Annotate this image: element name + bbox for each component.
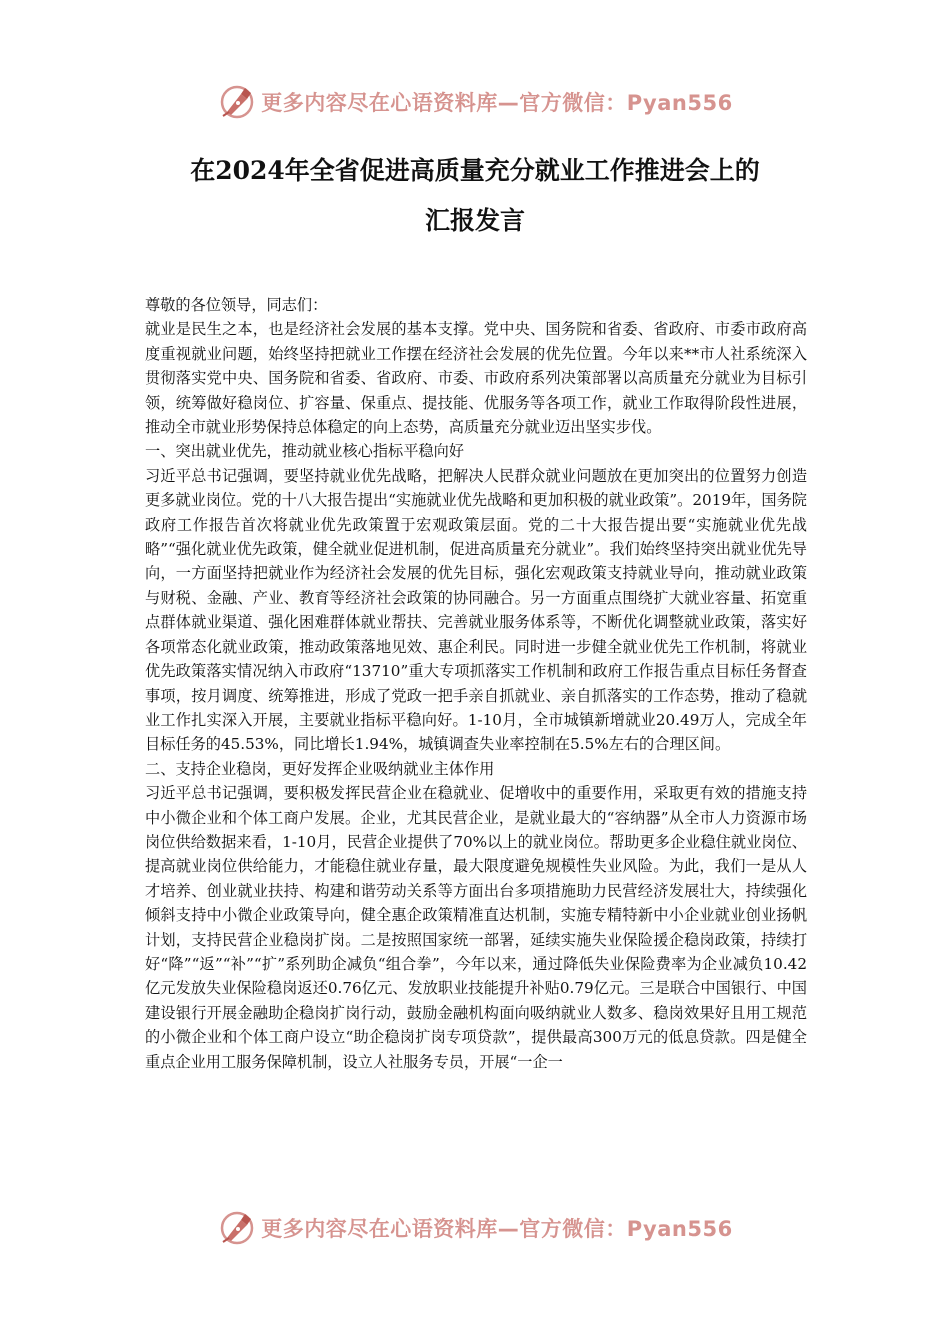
document-title [120,146,830,246]
watermark-banner-bottom [0,1208,950,1248]
watermark-text: 更多内容尽在心语资料库—官方微信：Pyan556 [261,1217,733,1241]
pen-nib-icon [217,82,257,122]
title-line-2: 汇报发言 [424,206,525,235]
pen-nib-icon [217,1208,257,1248]
salutation: 尊敬的各位领导，同志们： [145,296,328,314]
watermark-text: 更多内容尽在心语资料库—官方微信：Pyan556 [261,91,733,115]
watermark-banner-top [0,82,950,122]
section-heading: 二、支持企业稳岗，更好发挥企业吸纳就业主体作用 [145,759,495,778]
body-paragraph: 习近平总书记强调，要坚持就业优先战略，把解决人民群众就业问题放在更加突出的位置努力创造更多就业岗位。党的十八大报告提出“实施就业优先战略和更加积极的就业政策”。2019年，国务院政府工作报告首次将就业优先政策置于宏观政策层面。党的二十大报告提出要“实施就业优先战略”“强化就业优先政策，健全就业促进机制，促进高质量充分就业”。我们始终坚持突出就业优先导向，一方面坚持把就业作为经济社会发展的优先目标，强化宏观政策支持就业导向，推动就业政策与财税、金融、产业、教育等经济社会政策的协同融合。另一方面重点围绕扩大就业容量、拓宽重点群体就业渠道、强化困难群体就业帮扶、完善就业服务体系等，不断优化调整就业政策，落实好各项常态化就业政策，推动政策落地见效、惠企利民。同时进一步健全就业优先工作机制，将就业优先政策落实情况纳入市政府“13710”重大专项抓落实工作机制和政府工作报告重点目标任务督查事项，按月调度、统筹推进，形成了党政一把手亲自抓就业、亲自抓落实的工作态势，推动了稳就业工作扎实深入开展，主要就业指标平稳向好。1-10月，全市城镇新增就业20.49万人，完成全年目标任务的45.53%，同比增长1.94%，城镇调查失业率控制在5.5%左右的合理区间。 [145,466,807,754]
body-paragraph: 就业是民生之本，也是经济社会发展的基本支撑。党中央、国务院和省委、省政府、市委市政府高度重视就业问题，始终坚持把就业工作摆在经济社会发展的优先位置。今年以来**市人社系统深入贯彻落实党中央、国务院和省委、省政府、市委、市政府系列决策部署以高质量充分就业为目标引领，统筹做好稳岗位、扩容量、保重点、提技能、优服务等各项工作，就业工作取得阶段性进展，推动全市就业形势保持总体稳定的向上态势，高质量充分就业迈出坚实步伐。 [145,320,807,437]
document-body [145,293,807,1074]
body-paragraph: 习近平总书记强调，要积极发挥民营企业在稳就业、促增收中的重要作用，采取更有效的措施支持中小微企业和个体工商户发展。企业，尤其民营企业，是就业最大的“容纳器”从全市人力资源市场岗位供给数据来看，1-10月，民营企业提供了70%以上的就业岗位。帮助更多企业稳住就业岗位、提高就业岗位供给能力，才能稳住就业存量，最大限度避免规模性失业风险。为此，我们一是从人才培养、创业就业扶持、构建和谐劳动关系等方面出台多项措施助力民营经济发展壮大，持续强化倾斜支持中小微企业政策导向，健全惠企政策精准直达机制，实施专精特新中小企业就业创业扬帆计划，支持民营企业稳岗扩岗。二是按照国家统一部署，延续实施失业保险援企稳岗政策，持续打好“降”“返”“补”“扩”系列助企减负“组合拳”，今年以来，通过降低失业保险费率为企业减负10.42亿元发放失业保险稳岗返还0.76亿元、发放职业技能提升补贴0.79亿元。三是联合中国银行、中国建设银行开展金融助企稳岗扩岗行动，鼓励金融机构面向吸纳就业人数多、稳岗效果好且用工规范的小微企业和个体工商户设立“助企稳岗扩岗专项贷款”，提供最高300万元的低息贷款。四是健全重点企业用工服务保障机制，设立人社服务专员，开展“一企一 [145,784,807,1071]
section-heading: 一、突出就业优先，推动就业核心指标平稳向好 [145,442,464,461]
title-line-1: 在2024年全省促进高质量充分就业工作推进会上的 [190,156,760,185]
